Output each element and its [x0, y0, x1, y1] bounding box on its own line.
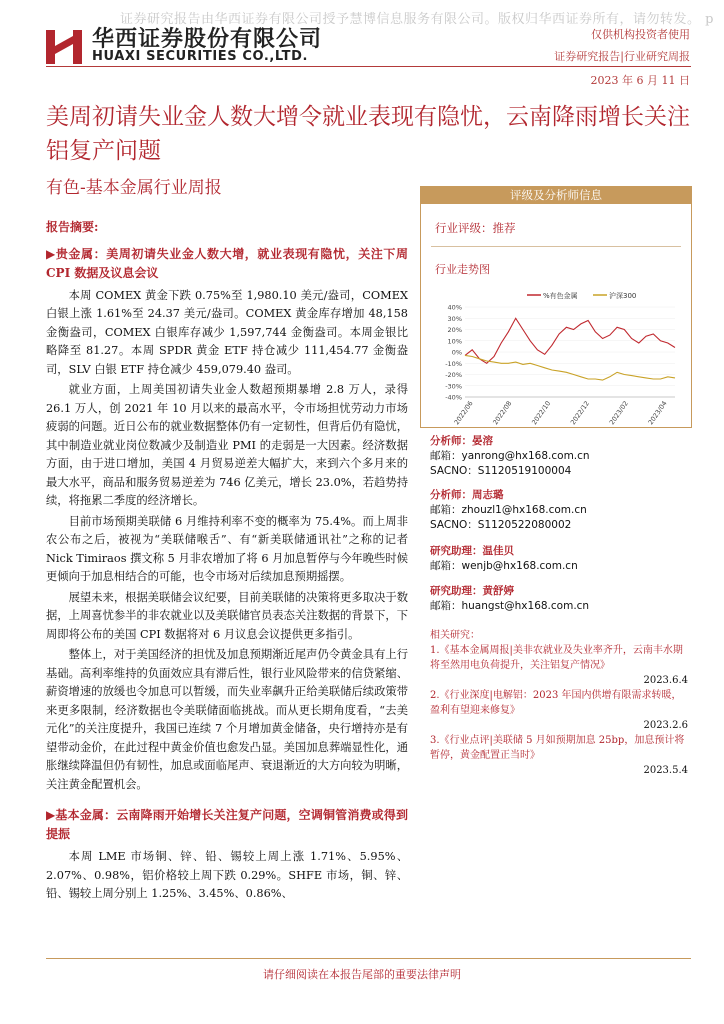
y-tick-label: 0%: [451, 348, 462, 357]
related-title: 相关研究：: [430, 630, 480, 641]
x-tick-label: 2022/12: [568, 399, 592, 427]
company-name-en: HUAXI SECURITIES CO.,LTD.: [92, 49, 309, 64]
paragraph: 整体上，对于美国经济的担忧及加息预期渐近尾声仍令黄金具有上行基础。高利率维持的负面效应具有滞后性，银行业风险带来的信贷紧缩、薪资增速的放缓也令加息可以暂缓，而失业率飙升正给美联储后续政策带来更多限制，经济数据也令美联储面临挑战。而从更长期角度看，“去美元化”的关注度提升，我国已连续 7 个月增加黄金储备，央行增持亦是有望带动金价，在此过程中黄金价值也愈发凸显。美国加息葬端显性化，通胀继续降温但仍有韧性，加息或面临尾声、衰退渐近的大方向较为明晰，关注黄金配置机会。: [46, 648, 408, 791]
section-heading-base-metals: ▶基本金属：云南降雨开始增长关注复产问题，空调铜管消费或得到提振: [46, 808, 408, 841]
y-tick-label: 10%: [447, 337, 462, 346]
analyst-block: [430, 488, 690, 533]
analyst-email[interactable]: 邮箱：huangst@hx168.com.cn: [430, 600, 590, 612]
audience-tag: 仅供机构投资者使用: [591, 28, 690, 41]
related-research: [430, 628, 688, 778]
company-name-cn: 华西证券股份有限公司: [92, 27, 323, 52]
legend-label-nonferrous: %有色金属: [543, 292, 578, 300]
y-tick-label: -10%: [445, 359, 462, 368]
analyst-name: 分析师：晏溶: [430, 435, 493, 447]
paragraph: 展望未来，根据美联储会议纪要，目前美联储的决策将更多取决于数据，上周喜忧参半的非农就业以及美联储官员表态关注数据的背景下，下周即将公布的美国 CPI 数据将对 6 月议息会议提供更多指引。: [46, 590, 408, 641]
footer-disclaimer: 请仔细阅读在本报告尾部的重要法律声明: [263, 968, 461, 981]
watermark: 证券研究报告由华西证券有限公司授予慧博信息服务有限公司。版权归华西证券所有，请勿转发。 p: [120, 12, 714, 27]
related-item[interactable]: 1.《基本金属周报|美非农就业及失业率齐升，云南丰水期将至然用电负荷提升，关注铝复产情况》: [430, 645, 683, 671]
analyst-name: 研究助理：黄舒婷: [430, 585, 514, 597]
y-tick-label: 30%: [447, 314, 462, 323]
related-item[interactable]: 2.《行业深度|电解铝：2023 年国内供增有限需求转暖，盈利有望迎来修复》: [430, 690, 682, 716]
x-tick-label: 2023/04: [646, 399, 669, 427]
paragraph: 目前市场预期美联储 6 月维持利率不变的概率为 75.4%。而上周非农公布之后，被视为“美联储喉舌”、有“新美联储通讯社”之称的记者 Nick Timiraos 撰文称 5 月非农增加了将 6 月加息暂停与今年晚些时候更倾向于加息相结合的可能，也令市场对后续加息预期摇摆。: [46, 514, 408, 583]
rating-divider: [431, 246, 681, 247]
x-tick-label: 2022/08: [491, 399, 514, 427]
rating-panel-header: 评级及分析师信息: [420, 186, 692, 204]
summary-column: [46, 218, 408, 906]
paragraph: 本周 COMEX 黄金下跌 0.75%至 1,980.10 美元/盎司，COMEX 白银上涨 1.61%至 24.37 美元/盎司。COMEX 黄金库存增加 48,158 金衡盎司，COMEX 白银库存减少 1,597,744 金衡盎司。本周金银比略降至 81.27。本周 SPDR 黄金 ETF 持仓减少 111,454.77 金衡盎司，SLV 白银 ETF 持仓减少 459,079.40 盎司。: [46, 288, 408, 376]
analyst-email[interactable]: 邮箱：zhouzl1@hx168.com.cn: [430, 504, 587, 516]
legend-label-hs300: 沪深300: [609, 292, 637, 300]
y-tick-label: 40%: [447, 303, 462, 312]
y-axis-labels: [445, 304, 462, 402]
section-heading-precious-metals: ▶贵金属：美周初请失业金人数大增，就业表现有隐忧，关注下周 CPI 数据及议息会议: [46, 246, 408, 280]
y-tick-label: 20%: [447, 326, 462, 334]
related-item-date: 2023.5.4: [643, 765, 688, 776]
series-line: [465, 355, 675, 380]
related-item-date: 2023.2.6: [643, 720, 688, 731]
related-item[interactable]: 3.《行业点评|美联储 5 月如预期加息 25bp，加息预计将暂停，黄金配置正当时》: [430, 735, 685, 761]
x-axis-labels: [453, 400, 669, 427]
analyst-block: [430, 434, 690, 479]
analyst-name: 研究助理：温佳贝: [430, 545, 514, 557]
analyst-block: [430, 584, 690, 614]
report-type-tag: 证券研究报告|行业研究周报: [554, 50, 690, 63]
y-tick-label: -20%: [445, 371, 462, 379]
footer-divider: [46, 958, 691, 959]
y-tick-label: -30%: [445, 382, 462, 391]
trend-chart-title: 行业走势图: [435, 263, 490, 276]
paragraph: 本周 LME 市场铜、锌、铅、锡较上周上涨 1.71%、5.95%、2.07%、0.98%，铝价格较上周下跌 0.29%。SHFE 市场，铜、锌、铅、锡较上周分别上 1.25%、3.45%、0.86%、: [46, 850, 408, 900]
huaxi-logo-icon: [46, 28, 82, 64]
x-tick-label: 2022/10: [530, 399, 553, 427]
paragraph: 就业方面，上周美国初请失业金人数超预期暴增 2.8 万人，录得 26.1 万人，创 2021 年 10 月以来的最高水平，令市场担忧劳动力市场疲弱的问题。近日公布的就业数据整体仍有一定韧性，但背后仍有隐忧，其中制造业就业岗位数减少及制造业 PMI 的走弱是一大因素。经济数据方面，由于进口增加，美国 4 月贸易逆差大幅扩大，来到六个多月来的最大水平，商品和服务贸易逆差为 746 亿美元，增长 23.0%，若趋势持续，将拖累二季度的经济增长。: [46, 383, 408, 507]
header-divider: [46, 66, 691, 67]
report-subtitle: 有色-基本金属行业周报: [46, 178, 222, 198]
analyst-name: 分析师：周志璐: [430, 489, 504, 501]
related-item-date: 2023.6.4: [643, 675, 688, 686]
chart-legend: [527, 291, 636, 300]
x-tick-label: 2023/02: [607, 399, 630, 427]
x-tick-label: 2022/06: [452, 399, 475, 427]
chart-series: [465, 318, 675, 380]
trend-chart: [431, 277, 681, 427]
rating-panel: [420, 186, 692, 428]
y-tick-label: -40%: [445, 393, 462, 402]
analyst-sac: SACNO：S1120522080002: [430, 519, 572, 531]
summary-label: 报告摘要:: [46, 220, 99, 234]
analyst-sac: SACNO：S1120519100004: [430, 465, 572, 477]
industry-rating: 行业评级：推荐: [435, 221, 516, 235]
rating-panel-body: [420, 204, 692, 428]
analyst-email[interactable]: 邮箱：yanrong@hx168.com.cn: [430, 450, 590, 462]
report-title: 美周初请失业金人数大增令就业表现有隐忧，云南降雨增长关注铝复产问题: [46, 104, 690, 164]
report-date: 2023 年 6 月 11 日: [590, 74, 690, 87]
analyst-email[interactable]: 邮箱：wenjb@hx168.com.cn: [430, 560, 578, 572]
analyst-block: [430, 544, 690, 574]
